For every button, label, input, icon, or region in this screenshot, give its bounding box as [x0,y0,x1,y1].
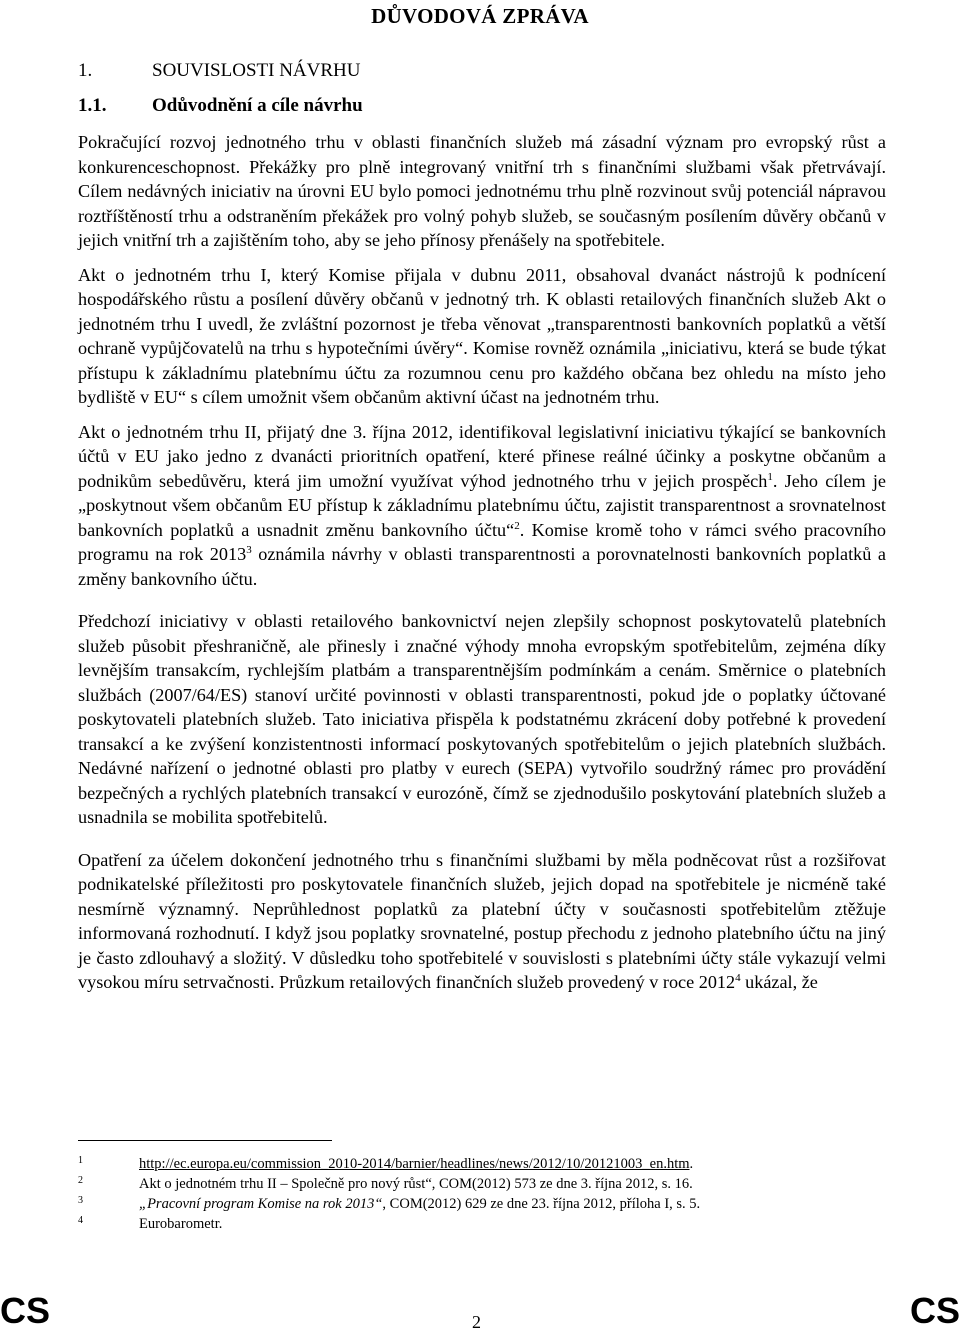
footnote-2 [78,1174,888,1194]
body-text [78,130,886,1005]
paragraph-4: Předchozí iniciativy v oblasti retailového bankovnictví nejen zlepšily schopnost poskytovatelů platebních služeb působit přeshraničně, ale přinesly i značné výhody mnoha evropským spotřebitelům, zejména díky levnějším transakcím, rychlejším platbám a transparentnějším podmínkám a cenám. Směrnice o platebních službách (2007/64/ES) stanoví určité povinnosti v oblasti transparentnosti, pokud jde o poplatky účtované poskytovateli platebních služeb. Tato iniciativa přispěla k podstatnému zkrácení doby potřebné k provedení transakcí a ke zvýšení konzistentnosti informací poskytovaných spotřebitelům o jejich platebních službách. Nedávné nařízení o jednotné oblasti pro platby v eurech (SEPA) vytvořilo soudržný rámec pro provádění bezpečných a rychlých platebních transakcí v eurozóně, čímž se zjednodušilo poskytování platebních služeb a usnadnila se mobilita spotřebitelů. [78,611,886,827]
subsection-title: Odůvodnění a cíle návrhu [152,95,363,116]
footnote-link[interactable]: http://ec.europa.eu/commission_2010-2014/barnier/headlines/news/2012/10/20121003_en.htm [139,1156,690,1172]
paragraph-5: Opatření za účelem dokončení jednotného trhu s finančními službami by měla podněcovat růst a rozšiřovat podnikatelské příležitosti pro poskytovatele finančních služeb, jejich dopad na spotřebitele je nicméně také nesmírně významný. Neprůhlednost poplatků za platební účty v současnosti spotřebitelům ztěžuje informovaná rozhodnutí. I když jsou poplatky srovnatelné, postup přechodu z jednoho platebního účtu na jiný je často zdlouhavý a složitý. V důsledku toho spotřebitelé v souvislosti s platebními účty stále vykazují velmi vysokou míru setrvačnosti. Průzkum retailových finančních služeb provedený v roce 2012$^4$ ukázal, že [78,849,886,992]
subsection-heading [78,95,363,117]
footnote-text: Akt o jednotném trhu II – Společně pro nový růst“, COM(2012) 573 ze dne 3. října 2012, s. 16. [139,1176,693,1192]
footer-language-right: CS [909,1290,960,1331]
footer-language-left: CS [0,1290,51,1331]
footnote-ref-4[interactable]: 4 [735,971,741,984]
subsection-number: 1.1. [78,95,107,116]
section-number: 1. [78,60,93,81]
footnote-italic-text: „Pracovní program Komise na rok 2013“ [139,1196,383,1212]
footnote-number: 1 [78,1155,83,1166]
section-heading [78,60,360,82]
paragraph-1: Pokračující rozvoj jednotného trhu v oblasti finančních služeb má zásadní význam pro evropský růst a konkurenceschopnost. Překážky pro plně integrovaný vnitřní trh s finančními službami však přetrvávají. Cílem nedávných iniciativ na úrovni EU bylo pomoci jednotnému trhu plně rozvinout svůj potenciál nápravou roztříštěností trhu a odstraněním překážek pro volný pohyb služeb, se současným posílením důvěry občanů v jejich vnitřní trh a zajištěním toho, aby se jeho přínosy přenášely na spotřebitele. [78,132,886,250]
paragraph-3: Akt o jednotném trhu II, přijatý dne 3. října 2012, identifikoval legislativní iniciativu týkající se bankovních účtů v EU jako jedno z dvanácti prioritních opatření, které přinese reálné účinky a poskytne občanům a podnikům sebedůvěru, která jim umožní využívat výhod jednotného trhu v jejich prospěch$^1$. Jeho cílem je „poskytnout všem občanům EU přístup k základnímu platebnímu účtu, zajistit transparentnost a srovnatelnost bankovních poplatků a usnadnit změnu bankovního účtu“$^2$. Komise kromě toho v rámci svého pracovního programu na rok 2013$^3$ oznámila návrhy v oblasti transparentnosti a porovnatelnosti bankovních poplatků a změny bankovního účtu. [78,421,887,589]
footnote-1: 1 http://ec.europa.eu/commission_2010-2014/barnier/headlines/news/2012/10/20121003_en.htm. [78,1155,694,1172]
footnote-separator [78,1140,332,1141]
section-title: SOUVISLOSTI NÁVRHU [152,60,361,81]
footnote-text: Eurobarometr. [139,1216,223,1232]
footnote-number: 2 [78,1175,83,1186]
footnote-ref-3[interactable]: 3 [246,543,252,556]
document-title: DŮVODOVÁ ZPRÁVA [371,4,589,28]
footnote-4 [78,1214,888,1234]
footnotes [78,1154,888,1234]
page-number: 2 [472,1312,481,1332]
footnote-ref-1[interactable]: 1 [767,470,773,483]
footnote-ref-2[interactable]: 2 [514,519,520,532]
footnote-number: 4 [78,1215,83,1226]
footnote-3 [78,1194,888,1214]
paragraph-2: Akt o jednotném trhu I, který Komise přijala v dubnu 2011, obsahoval dvanáct nástrojů k podnícení hospodářského růstu a posílení důvěry občanů v jednotný trh. K oblasti retailových finančních služeb Akt o jednotném trhu I uvedl, že zvláštní pozornost je třeba věnovat „transparentnosti bankovních poplatků a větší ochraně vypůjčovatelů na trhu s hypotečními úvěry“. Komise rovněž oznámila „iniciativu, která se bude týkat přístupu k základnímu platebnímu účtu za rozumnou cenu pro každého občana bez ohledu na místo jeho bydliště v EU“ s cílem umožnit všem občanům aktivní účast na jednotném trhu. [78,264,886,407]
footnote-number: 3 [78,1195,83,1206]
footnote-text: , COM(2012) 629 ze dne 23. října 2012, příloha I, s. 5. [382,1196,701,1212]
